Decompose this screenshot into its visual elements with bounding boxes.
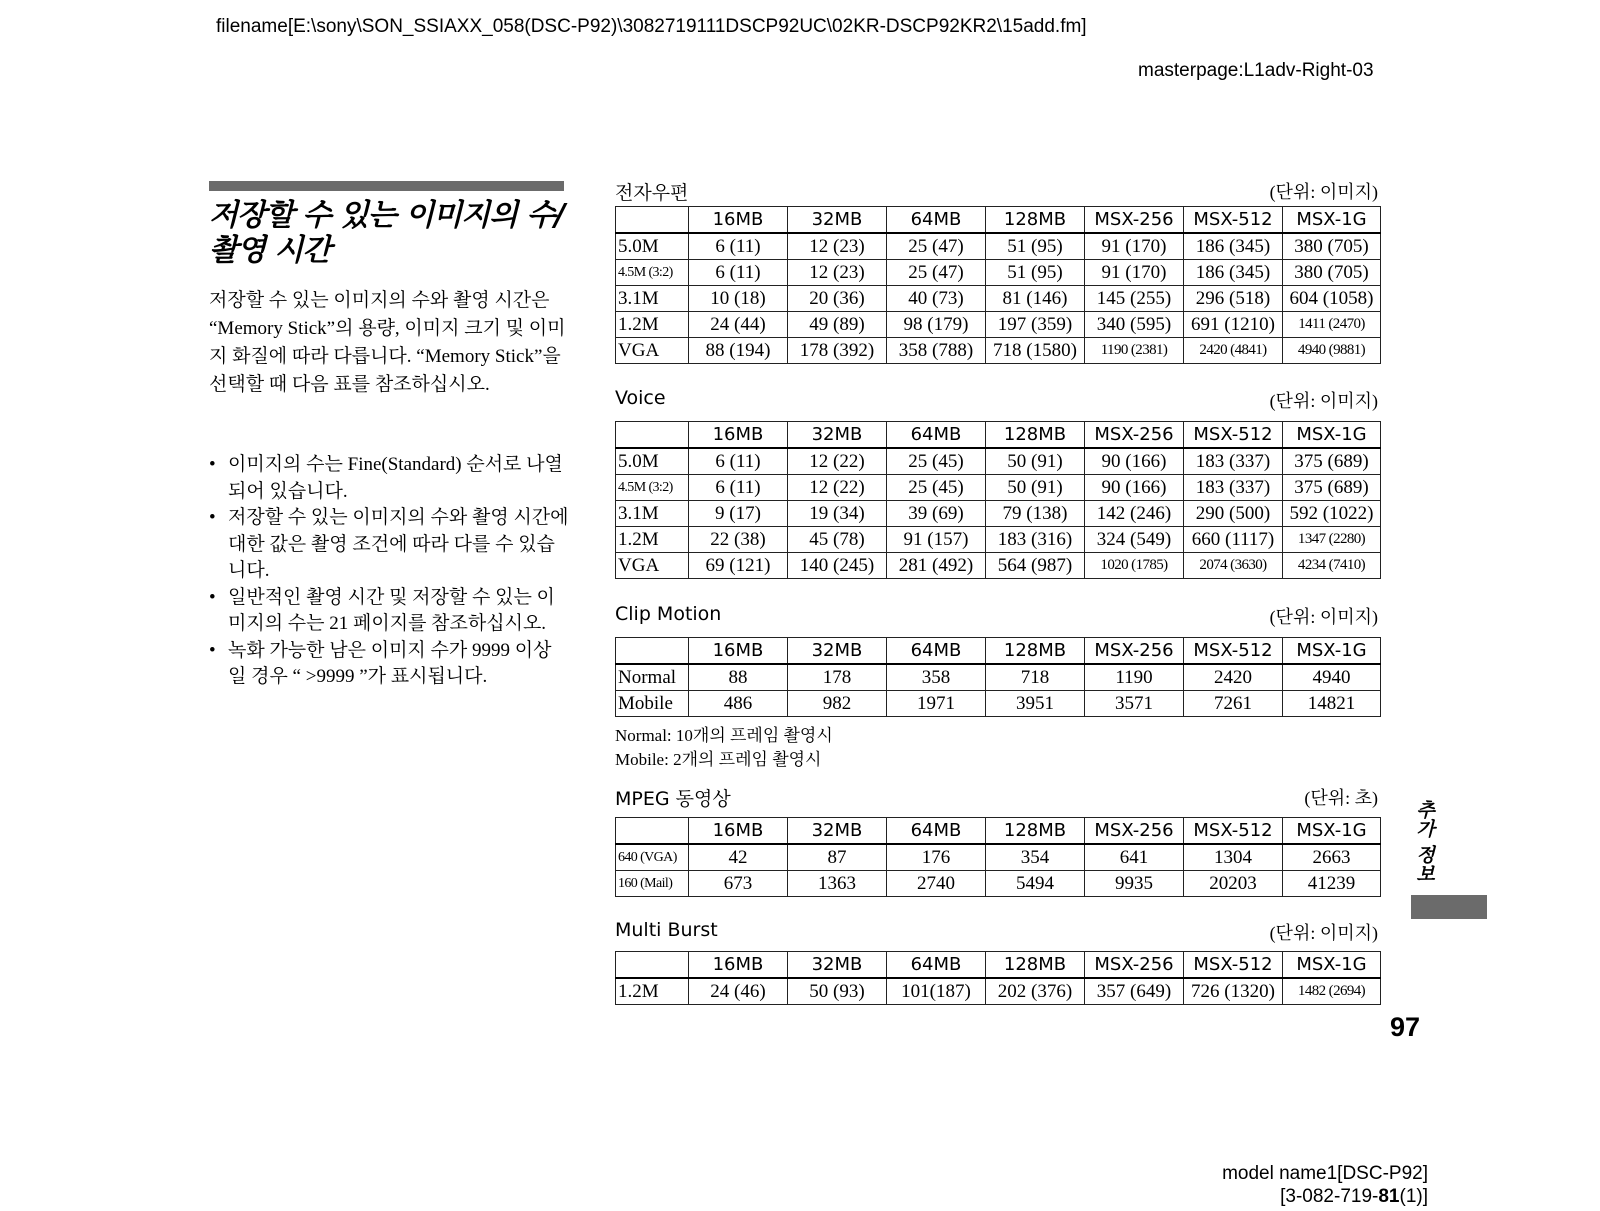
column-header: MSX-256 [1085, 952, 1184, 979]
table-cell: 50 (91) [986, 448, 1085, 475]
table-cell: 6 (11) [689, 475, 788, 501]
table-row [616, 338, 1381, 364]
table-cell: 2663 [1283, 844, 1381, 871]
multi-burst-table-heading [615, 919, 1378, 943]
column-header: 32MB [788, 422, 887, 449]
table-cell: 140 (245) [788, 553, 887, 579]
table-cell: 40 (73) [887, 286, 986, 312]
table-cell: 50 (91) [986, 475, 1085, 501]
filename-header: filename[E:\sony\SON_SSIAXX_058(DSC-P92)\3082719111DSCP92UC\02KR-DSCP92KR2\15add.fm] [216, 16, 1087, 37]
table-cell: 357 (649) [1085, 978, 1184, 1005]
table-cell: 88 [689, 664, 788, 691]
table-cell: 564 (987) [986, 553, 1085, 579]
column-header: MSX-256 [1085, 818, 1184, 845]
column-header: MSX-1G [1283, 422, 1381, 449]
table-cell: 660 (1117) [1184, 527, 1283, 553]
table-cell: 1347 (2280) [1283, 527, 1381, 553]
clip-motion-table-heading [615, 603, 1378, 627]
table-cell: 691 (1210) [1184, 312, 1283, 338]
model-footer [1222, 1162, 1428, 1208]
table-unit: (단위: 이미지) [1269, 182, 1378, 202]
table-cell: 9 (17) [689, 501, 788, 527]
table-title: 전자우편 [615, 182, 689, 204]
column-header: 16MB [689, 818, 788, 845]
column-header: MSX-256 [1085, 207, 1184, 234]
masterpage-header: masterpage:L1adv-Right-03 [1138, 60, 1374, 81]
page-number: 97 [1390, 1012, 1421, 1042]
table-cell: 41239 [1283, 871, 1381, 897]
column-header: 32MB [788, 818, 887, 845]
column-header: 16MB [689, 422, 788, 449]
column-header: 32MB [788, 207, 887, 234]
corner-header-cell [616, 952, 689, 979]
table-cell: 90 (166) [1085, 448, 1184, 475]
table-cell: 20 (36) [788, 286, 887, 312]
table-cell: 604 (1058) [1283, 286, 1381, 312]
table-cell: 101(187) [887, 978, 986, 1005]
table-cell: 24 (44) [689, 312, 788, 338]
voice-table [615, 421, 1381, 579]
table-cell: 39 (69) [887, 501, 986, 527]
row-header-cell: 5.0M [616, 448, 689, 475]
table-cell: 91 (157) [887, 527, 986, 553]
column-header: 64MB [887, 207, 986, 234]
table-cell: 4940 [1283, 664, 1381, 691]
table-cell: 324 (549) [1085, 527, 1184, 553]
column-header: MSX-1G [1283, 638, 1381, 665]
column-header: 64MB [887, 818, 986, 845]
table-cell: 592 (1022) [1283, 501, 1381, 527]
table-cell: 358 (788) [887, 338, 986, 364]
row-header-cell: 1.2M [616, 978, 689, 1005]
clip-note-mobile: Mobile: 2개의 프레임 촬영시 [615, 750, 822, 769]
table-cell: 9935 [1085, 871, 1184, 897]
multi-burst-table [615, 951, 1381, 1005]
table-cell: 51 (95) [986, 233, 1085, 260]
column-header: 128MB [986, 952, 1085, 979]
table-cell: 87 [788, 844, 887, 871]
table-cell: 354 [986, 844, 1085, 871]
column-header: MSX-512 [1184, 207, 1283, 234]
table-cell: 340 (595) [1085, 312, 1184, 338]
row-header-cell: 3.1M [616, 286, 689, 312]
clip-note-normal: Normal: 10개의 프레임 촬영시 [615, 726, 833, 745]
email-table [615, 206, 1381, 364]
table-cell: 982 [788, 691, 887, 717]
table-cell: 178 [788, 664, 887, 691]
table-cell: 25 (45) [887, 475, 986, 501]
row-header-cell: 160 (Mail) [616, 871, 689, 897]
model-name: model name1[DSC-P92] [1222, 1163, 1428, 1184]
table-cell: 718 [986, 664, 1085, 691]
table-cell: 6 (11) [689, 233, 788, 260]
column-header: MSX-512 [1184, 818, 1283, 845]
table-cell: 14821 [1283, 691, 1381, 717]
table-title: Clip Motion [615, 603, 722, 625]
table-cell: 50 (93) [788, 978, 887, 1005]
table-row [616, 978, 1381, 1005]
table-cell: 79 (138) [986, 501, 1085, 527]
row-header-cell: 4.5M (3:2) [616, 260, 689, 286]
mpeg-table [615, 817, 1381, 897]
list-item: • 일반적인 촬영 시간 및 저장할 수 있는 이미지의 수는 21 페이지를 참조하십시오. [209, 585, 569, 638]
clip-motion-table [615, 637, 1381, 717]
table-cell: 380 (705) [1283, 260, 1381, 286]
column-header: 128MB [986, 207, 1085, 234]
email-table-heading [615, 178, 1378, 202]
row-header-cell: 1.2M [616, 312, 689, 338]
section-bar [209, 181, 564, 191]
table-cell: 10 (18) [689, 286, 788, 312]
table-unit: (단위: 이미지) [1269, 607, 1378, 627]
table-cell: 25 (47) [887, 260, 986, 286]
column-header: MSX-256 [1085, 422, 1184, 449]
column-header: 64MB [887, 952, 986, 979]
voice-table-heading [615, 387, 1378, 411]
table-cell: 183 (337) [1184, 448, 1283, 475]
table-row [616, 501, 1381, 527]
table-cell: 90 (166) [1085, 475, 1184, 501]
table-cell: 290 (500) [1184, 501, 1283, 527]
table-row [616, 844, 1381, 871]
column-header: MSX-512 [1184, 952, 1283, 979]
table-cell: 358 [887, 664, 986, 691]
table-cell: 375 (689) [1283, 448, 1381, 475]
column-header: 16MB [689, 207, 788, 234]
section-title: 저장할 수 있는 이미지의 수/ 촬영 시간 [209, 198, 565, 268]
row-header-cell: Mobile [616, 691, 689, 717]
table-cell: 1971 [887, 691, 986, 717]
table-cell: 641 [1085, 844, 1184, 871]
list-item: • 녹화 가능한 남은 이미지 수가 9999 이상일 경우 “ >9999 ”가 표시됩니다. [209, 638, 569, 691]
table-cell: 2074 (3630) [1184, 553, 1283, 579]
column-header: MSX-1G [1283, 952, 1381, 979]
table-unit: (단위: 이미지) [1269, 391, 1378, 411]
table-cell: 2420 [1184, 664, 1283, 691]
table-cell: 178 (392) [788, 338, 887, 364]
table-row [616, 664, 1381, 691]
table-cell: 42 [689, 844, 788, 871]
table-cell: 3571 [1085, 691, 1184, 717]
column-header: MSX-512 [1184, 422, 1283, 449]
column-header: 128MB [986, 818, 1085, 845]
table-cell: 22 (38) [689, 527, 788, 553]
table-cell: 3951 [986, 691, 1085, 717]
table-cell: 19 (34) [788, 501, 887, 527]
table-cell: 20203 [1184, 871, 1283, 897]
part-code [1222, 1185, 1428, 1208]
table-cell: 1020 (1785) [1085, 553, 1184, 579]
table-cell: 7261 [1184, 691, 1283, 717]
row-header-cell: 3.1M [616, 501, 689, 527]
table-cell: 1190 (2381) [1085, 338, 1184, 364]
table-cell: 486 [689, 691, 788, 717]
table-cell: 142 (246) [1085, 501, 1184, 527]
column-header: 32MB [788, 638, 887, 665]
side-section-label: 추가 정보 [1413, 800, 1435, 883]
table-cell: 91 (170) [1085, 260, 1184, 286]
side-tab-marker [1411, 895, 1487, 919]
table-cell: 24 (46) [689, 978, 788, 1005]
table-cell: 12 (23) [788, 233, 887, 260]
column-header: 32MB [788, 952, 887, 979]
table-cell: 5494 [986, 871, 1085, 897]
table-cell: 4234 (7410) [1283, 553, 1381, 579]
table-cell: 186 (345) [1184, 233, 1283, 260]
table-title: Multi Burst [615, 919, 718, 941]
table-cell: 375 (689) [1283, 475, 1381, 501]
table-cell: 296 (518) [1184, 286, 1283, 312]
table-cell: 718 (1580) [986, 338, 1085, 364]
table-cell: 183 (337) [1184, 475, 1283, 501]
table-header-row [616, 207, 1381, 234]
table-title: MPEG 동영상 [615, 788, 731, 810]
part-code-prefix: [3-082-719- [1280, 1186, 1379, 1207]
row-header-cell: 640 (VGA) [616, 844, 689, 871]
corner-header-cell [616, 207, 689, 234]
table-cell: 726 (1320) [1184, 978, 1283, 1005]
table-cell: 98 (179) [887, 312, 986, 338]
table-row [616, 260, 1381, 286]
column-header: MSX-1G [1283, 207, 1381, 234]
table-cell: 145 (255) [1085, 286, 1184, 312]
table-cell: 45 (78) [788, 527, 887, 553]
column-header: MSX-256 [1085, 638, 1184, 665]
part-code-suffix: (1)] [1399, 1186, 1428, 1207]
table-cell: 380 (705) [1283, 233, 1381, 260]
table-cell: 25 (45) [887, 448, 986, 475]
table-row [616, 871, 1381, 897]
row-header-cell: 4.5M (3:2) [616, 475, 689, 501]
notes-list [209, 452, 569, 691]
row-header-cell: 1.2M [616, 527, 689, 553]
table-row [616, 312, 1381, 338]
table-cell: 12 (22) [788, 475, 887, 501]
table-cell: 51 (95) [986, 260, 1085, 286]
table-cell: 1482 (2694) [1283, 978, 1381, 1005]
corner-header-cell [616, 818, 689, 845]
table-cell: 183 (316) [986, 527, 1085, 553]
table-title: Voice [615, 387, 666, 409]
row-header-cell: 5.0M [616, 233, 689, 260]
table-cell: 197 (359) [986, 312, 1085, 338]
table-cell: 69 (121) [689, 553, 788, 579]
table-row [616, 691, 1381, 717]
column-header: MSX-1G [1283, 818, 1381, 845]
part-code-bold: 81 [1378, 1186, 1400, 1207]
table-cell: 2740 [887, 871, 986, 897]
column-header: 16MB [689, 638, 788, 665]
table-cell: 49 (89) [788, 312, 887, 338]
table-cell: 176 [887, 844, 986, 871]
column-header: 64MB [887, 422, 986, 449]
table-cell: 88 (194) [689, 338, 788, 364]
table-row [616, 233, 1381, 260]
list-item: • 이미지의 수는 Fine(Standard) 순서로 나열되어 있습니다. [209, 452, 569, 505]
corner-header-cell [616, 638, 689, 665]
table-cell: 1363 [788, 871, 887, 897]
table-row [616, 527, 1381, 553]
row-header-cell: Normal [616, 664, 689, 691]
table-cell: 2420 (4841) [1184, 338, 1283, 364]
table-cell: 6 (11) [689, 260, 788, 286]
column-header: MSX-512 [1184, 638, 1283, 665]
table-row [616, 448, 1381, 475]
table-cell: 81 (146) [986, 286, 1085, 312]
corner-header-cell [616, 422, 689, 449]
table-unit: (단위: 이미지) [1269, 923, 1378, 943]
column-header: 16MB [689, 952, 788, 979]
table-cell: 12 (22) [788, 448, 887, 475]
table-header-row [616, 818, 1381, 845]
table-header-row [616, 638, 1381, 665]
row-header-cell: VGA [616, 553, 689, 579]
table-cell: 4940 (9881) [1283, 338, 1381, 364]
table-cell: 1304 [1184, 844, 1283, 871]
row-header-cell: VGA [616, 338, 689, 364]
table-cell: 6 (11) [689, 448, 788, 475]
table-cell: 281 (492) [887, 553, 986, 579]
table-cell: 673 [689, 871, 788, 897]
table-row [616, 553, 1381, 579]
list-item: • 저장할 수 있는 이미지의 수와 촬영 시간에 대한 값은 촬영 조건에 따라 다를 수 있습니다. [209, 505, 569, 585]
table-header-row [616, 422, 1381, 449]
column-header: 128MB [986, 638, 1085, 665]
table-row [616, 475, 1381, 501]
table-header-row [616, 952, 1381, 979]
table-cell: 91 (170) [1085, 233, 1184, 260]
table-cell: 202 (376) [986, 978, 1085, 1005]
table-cell: 186 (345) [1184, 260, 1283, 286]
column-header: 128MB [986, 422, 1085, 449]
column-header: 64MB [887, 638, 986, 665]
table-cell: 1411 (2470) [1283, 312, 1381, 338]
intro-paragraph: 저장할 수 있는 이미지의 수와 촬영 시간은 “Memory Stick”의 용량, 이미지 크기 및 이미지 화질에 따라 다릅니다. “Memory Stick”을 선택할 때 다음 표를 참조하십시오. [209, 290, 566, 395]
mpeg-table-heading [615, 784, 1378, 808]
table-cell: 12 (23) [788, 260, 887, 286]
table-cell: 1190 [1085, 664, 1184, 691]
table-row [616, 286, 1381, 312]
table-cell: 25 (47) [887, 233, 986, 260]
table-unit: (단위: 초) [1304, 788, 1378, 808]
